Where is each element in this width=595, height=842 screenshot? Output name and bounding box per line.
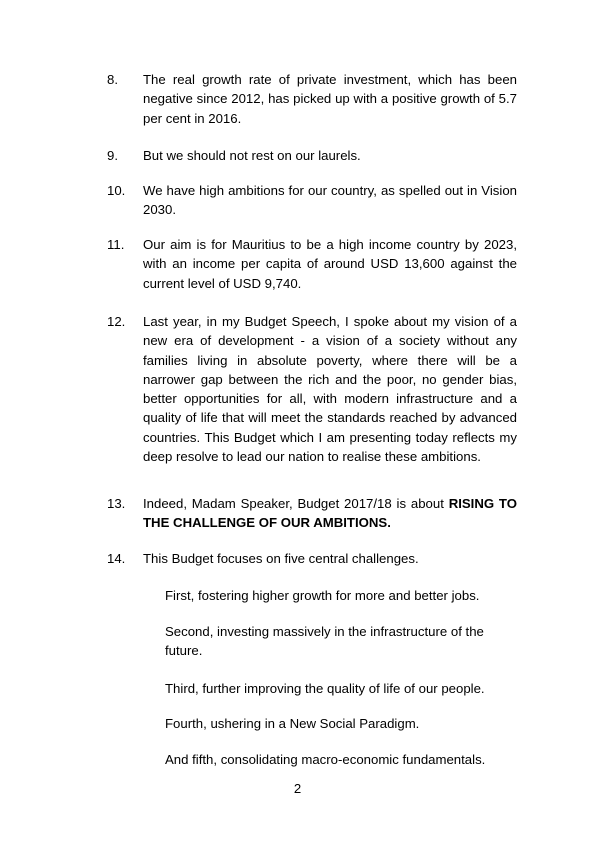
paragraph-text: The real growth rate of private investment, which has been negative since 2012, has picked up with a positive growth of 5.7 per cent in 2016. (143, 72, 517, 126)
paragraph-11 (107, 235, 517, 293)
challenge-item-5: And fifth, consolidating macro-economic fundamentals. (165, 752, 486, 767)
paragraph-text (143, 494, 517, 533)
challenge-item-4: Fourth, ushering in a New Social Paradigm. (165, 716, 420, 731)
challenge-item-1: First, fostering higher growth for more and better jobs. (165, 588, 480, 603)
paragraph-13 (107, 494, 517, 533)
paragraph-number: 12. (107, 314, 126, 329)
paragraph-text-bold: RISING TO THE CHALLENGE OF OUR AMBITIONS. (143, 496, 517, 531)
paragraph-text: We have high ambitions for our country, as spelled out in Vision 2030. (143, 183, 517, 218)
challenge-item-2: Second, investing massively in the infrastructure of the future. (165, 624, 484, 659)
paragraph-text: Our aim is for Mauritius to be a high income country by 2023, with an income per capita of around USD 13,600 against the current level of USD 9,740. (143, 237, 517, 291)
page-number: 2 (293, 781, 302, 796)
paragraph-text: But we should not rest on our laurels. (143, 148, 361, 163)
paragraph-number: 14. (107, 551, 126, 566)
paragraph-number: 13. (107, 496, 126, 511)
paragraph-number: 10. (107, 183, 126, 198)
paragraph-number: 8. (107, 72, 118, 87)
paragraph-number: 11. (107, 237, 125, 252)
paragraph-10 (107, 181, 517, 220)
paragraph-text: This Budget focuses on five central challenges. (143, 551, 419, 566)
paragraph-8 (107, 70, 517, 128)
paragraph-14 (107, 549, 517, 568)
paragraph-12 (107, 312, 517, 466)
paragraph-9 (107, 146, 517, 165)
paragraph-text: Last year, in my Budget Speech, I spoke about my vision of a new era of development - a vision of a society without any families living in absolute poverty, where there will be a narrower gap between the rich and the poor, no gender bias, better opportunities for all, with modern infrastructure and a quality of life that will meet the standards reached by advanced countries. This Budget which I am presenting today reflects my deep resolve to lead our nation to realise these ambitions. (143, 314, 517, 465)
paragraph-number: 9. (107, 148, 118, 163)
challenge-item-3: Third, further improving the quality of life of our people. (165, 681, 485, 696)
paragraph-text-regular: Indeed, Madam Speaker, Budget 2017/18 is about (143, 496, 449, 511)
